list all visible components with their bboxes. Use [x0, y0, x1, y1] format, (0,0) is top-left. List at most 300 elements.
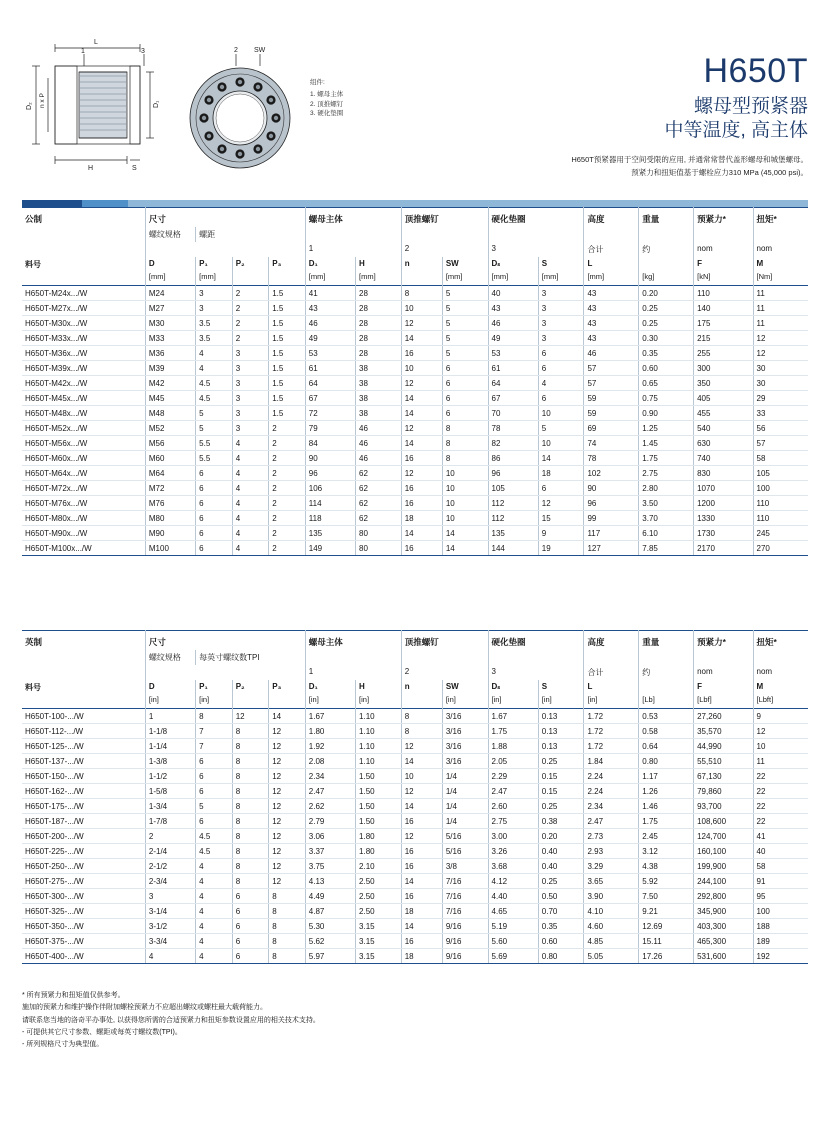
unit-L: [mm] [584, 270, 639, 286]
cell-part-number: H650T-400-.../W [22, 949, 145, 964]
table-cell: 1.26 [639, 784, 694, 799]
table-cell: 12 [401, 784, 442, 799]
table-cell: 12 [269, 799, 306, 814]
table-cell: 43 [305, 301, 355, 316]
table-cell: 3 [538, 316, 584, 331]
table-cell: 3.90 [584, 889, 639, 904]
table-cell: 12 [269, 859, 306, 874]
table-cell: 16 [401, 889, 442, 904]
symbol-M: M [753, 257, 808, 270]
table-cell: 12 [269, 739, 306, 754]
table-cell: 2.34 [584, 799, 639, 814]
cell-part-number: H650T-300-.../W [22, 889, 145, 904]
table-cell: 1.80 [305, 724, 355, 739]
cell-part-number: H650T-M39x.../W [22, 361, 145, 376]
unit-H: [in] [356, 693, 402, 709]
unit-D: [in] [145, 693, 195, 709]
table-cell: 38 [356, 376, 402, 391]
table-cell: 2 [232, 316, 269, 331]
table-cell: 10 [753, 739, 808, 754]
table-cell: 3/16 [442, 709, 488, 724]
table-row [22, 361, 808, 376]
table-cell: 8 [196, 709, 233, 724]
blank-cell [639, 650, 694, 665]
table-cell: M72 [145, 481, 195, 496]
table-cell: 1.67 [488, 709, 538, 724]
table-cell: 3 [196, 301, 233, 316]
table-cell: 10 [538, 406, 584, 421]
table-cell: 1.5 [269, 286, 306, 301]
unit-P1: [mm] [196, 270, 233, 286]
table-header-group-row [22, 631, 808, 651]
table-cell: 3/16 [442, 739, 488, 754]
table-cell: 29 [753, 391, 808, 406]
cell-part-number: H650T-162-.../W [22, 784, 145, 799]
table-cell: 1.80 [356, 844, 402, 859]
table-cell: 6 [442, 406, 488, 421]
unit-D1: [in] [305, 693, 355, 709]
table-cell: 12 [232, 709, 269, 724]
table-cell: 2.24 [584, 784, 639, 799]
table-cell: 105 [753, 466, 808, 481]
table-cell: 46 [356, 436, 402, 451]
table-cell: 12 [269, 724, 306, 739]
table-header-sub-row [22, 650, 808, 665]
table-cell: 7/16 [442, 889, 488, 904]
table-cell: 0.25 [538, 754, 584, 769]
table-cell: 188 [753, 919, 808, 934]
table-cell: 0.53 [639, 709, 694, 724]
table-cell: M48 [145, 406, 195, 421]
table-cell: 2-1/4 [145, 844, 195, 859]
table-cell: 2.50 [356, 904, 402, 919]
table-cell: 12 [401, 316, 442, 331]
table-cell: 12 [269, 754, 306, 769]
table-cell: 90 [305, 451, 355, 466]
cell-part-number: H650T-275-.../W [22, 874, 145, 889]
table-row [22, 496, 808, 511]
table-cell: 160,100 [694, 844, 753, 859]
table-cell: 41 [305, 286, 355, 301]
table-cell: 2 [269, 421, 306, 436]
table-cell: 4.87 [305, 904, 355, 919]
table-cell: 10 [401, 769, 442, 784]
legend-item-2: 2. 顶推螺钉 [310, 100, 344, 108]
table-cell: 14 [442, 541, 488, 556]
table-cell: 64 [488, 376, 538, 391]
table-cell: 4.10 [584, 904, 639, 919]
table-cell: 3.26 [488, 844, 538, 859]
cell-part-number: H650T-150-.../W [22, 769, 145, 784]
symbol-L: L [584, 680, 639, 693]
header-tpi: 每英寸螺纹数TPI [196, 650, 306, 665]
table-row [22, 301, 808, 316]
table-cell: 5 [442, 316, 488, 331]
blank-cell [488, 650, 584, 665]
page-header [22, 18, 808, 186]
table-cell: 0.65 [639, 376, 694, 391]
technical-drawings [22, 18, 343, 186]
table-cell: 3.68 [488, 859, 538, 874]
product-description-line-1: H650T预紧器用于空间受限的应用, 并通常常替代盖形螺母和城堡螺母。 [571, 154, 808, 164]
table-cell: 4 [232, 526, 269, 541]
table-cell: 3/8 [442, 859, 488, 874]
table-cell: 2-3/4 [145, 874, 195, 889]
table-cell: 22 [753, 769, 808, 784]
table-cell: 245 [753, 526, 808, 541]
table-cell: 38 [356, 361, 402, 376]
table-cell: 1.17 [639, 769, 694, 784]
table-row [22, 286, 808, 301]
table-row [22, 754, 808, 769]
table-cell: 46 [356, 421, 402, 436]
unit-L: [in] [584, 693, 639, 709]
table-cell: 300 [694, 361, 753, 376]
table-cell: 78 [488, 421, 538, 436]
table-cell: 0.25 [538, 874, 584, 889]
table-cell: 3 [232, 346, 269, 361]
table-cell: 1.5 [269, 316, 306, 331]
table-cell: 0.15 [538, 784, 584, 799]
table-cell: 43 [584, 301, 639, 316]
blank-cell [401, 227, 488, 242]
table-cell: 4.40 [488, 889, 538, 904]
cell-part-number: H650T-125-.../W [22, 739, 145, 754]
symbol-F: F [694, 257, 753, 270]
header-preload: 预紧力* [694, 631, 753, 651]
table-cell: 6 [232, 919, 269, 934]
table-cell: 6 [196, 511, 233, 526]
header-system: 公制 [25, 214, 43, 224]
table-cell: 2.50 [356, 874, 402, 889]
table-cell: 22 [753, 784, 808, 799]
table-cell: 59 [584, 391, 639, 406]
table-cell: 6 [196, 466, 233, 481]
table-cell: M52 [145, 421, 195, 436]
table-cell: 5.19 [488, 919, 538, 934]
cell-part-number: H650T-M24x.../W [22, 286, 145, 301]
table-cell: 7 [196, 739, 233, 754]
table-cell: 1/4 [442, 769, 488, 784]
table-cell: 110 [753, 511, 808, 526]
table-row [22, 769, 808, 784]
table-cell: 22 [753, 799, 808, 814]
blank-cell [22, 665, 145, 680]
table-cell: 5 [442, 286, 488, 301]
cell-part-number: H650T-M80x.../W [22, 511, 145, 526]
table-cell: 124,700 [694, 829, 753, 844]
table-cell: 5 [442, 301, 488, 316]
table-cell: 14 [401, 754, 442, 769]
cell-part-number: H650T-M30x.../W [22, 316, 145, 331]
table-cell: 4 [538, 376, 584, 391]
table-cell: 0.80 [538, 949, 584, 964]
table-row [22, 421, 808, 436]
table-row [22, 919, 808, 934]
table-cell: 135 [488, 526, 538, 541]
table-cell: 2.73 [584, 829, 639, 844]
table-cell: 61 [488, 361, 538, 376]
table-header-group-row [22, 208, 808, 228]
symbol-D: D [145, 680, 195, 693]
unit-weight: [Lb] [639, 693, 694, 709]
table-cell: 2 [269, 526, 306, 541]
table-cell: 0.58 [639, 724, 694, 739]
table-cell: 1-7/8 [145, 814, 195, 829]
table-cell: 46 [584, 346, 639, 361]
table-cell: 3 [538, 286, 584, 301]
table-cell: 99 [584, 511, 639, 526]
table-cell: 6 [442, 391, 488, 406]
table-cell: 5 [442, 346, 488, 361]
table-cell: 10 [401, 301, 442, 316]
table-cell: 16 [401, 451, 442, 466]
table-cell: 6 [196, 754, 233, 769]
table-cell: 1.88 [488, 739, 538, 754]
table-cell: 3.12 [639, 844, 694, 859]
table-cell: 28 [356, 301, 402, 316]
table-cell: 5.62 [305, 934, 355, 949]
table-cell: 10 [442, 496, 488, 511]
table-cell: 9 [753, 709, 808, 724]
table-cell: 72 [305, 406, 355, 421]
table-cell: 28 [356, 286, 402, 301]
header-hardened-washer: 硬化垫圈 [488, 208, 584, 228]
table-cell: M42 [145, 376, 195, 391]
symbol-weight [639, 680, 694, 693]
table-cell: 6 [538, 481, 584, 496]
symbol-M: M [753, 680, 808, 693]
table-row [22, 331, 808, 346]
unit-P3 [269, 270, 306, 286]
table-cell: 96 [584, 496, 639, 511]
table-cell: 1.5 [269, 361, 306, 376]
table-cell: M80 [145, 511, 195, 526]
table-cell: 1-1/2 [145, 769, 195, 784]
table-row [22, 376, 808, 391]
cell-part-number: H650T-M72x.../W [22, 481, 145, 496]
table-cell: 62 [356, 496, 402, 511]
table-cell: 9/16 [442, 919, 488, 934]
symbol-P3: P₃ [269, 680, 306, 693]
cell-part-number: H650T-M33x.../W [22, 331, 145, 346]
table-cell: 4 [196, 919, 233, 934]
table-cell: 0.80 [639, 754, 694, 769]
table-cell: 3-1/4 [145, 904, 195, 919]
symbol-P3: P₃ [269, 257, 306, 270]
table-cell: 2 [269, 511, 306, 526]
table-cell: 0.70 [538, 904, 584, 919]
table-cell: 4 [232, 436, 269, 451]
table-cell: 2.50 [356, 889, 402, 904]
table-cell: 49 [488, 331, 538, 346]
table-cell: M27 [145, 301, 195, 316]
table-row [22, 526, 808, 541]
table-cell: 9/16 [442, 949, 488, 964]
unit-P3 [269, 693, 306, 709]
symbol-P1: P₁ [196, 680, 233, 693]
table-cell: 0.15 [538, 769, 584, 784]
cell-part-number: H650T-M100x.../W [22, 541, 145, 556]
unit-M: [Nm] [753, 270, 808, 286]
svg-text:3: 3 [141, 48, 145, 55]
header-dimensions: 尺寸 [145, 208, 305, 228]
unit-S: [mm] [538, 270, 584, 286]
table-cell: 2.79 [305, 814, 355, 829]
table-cell: 540 [694, 421, 753, 436]
legend-title: 组件: [310, 79, 325, 86]
table-cell: 192 [753, 949, 808, 964]
table-row [22, 844, 808, 859]
table-cell: 12 [269, 874, 306, 889]
symbol-L: L [584, 257, 639, 270]
table-cell: 64 [305, 376, 355, 391]
blank-cell [22, 693, 145, 709]
table-cell: 80 [356, 526, 402, 541]
table-cell: 2.10 [356, 859, 402, 874]
unit-SW: [mm] [442, 270, 488, 286]
table-cell: 4 [145, 949, 195, 964]
table-cell: 1-1/8 [145, 724, 195, 739]
imperial-specification-table [22, 630, 808, 964]
table-cell: 4 [196, 949, 233, 964]
table-cell: 16 [401, 844, 442, 859]
table-cell: 3 [232, 406, 269, 421]
symbol-D1: D₁ [305, 680, 355, 693]
blank-cell [753, 650, 808, 665]
table-cell: 2 [232, 301, 269, 316]
header-hardened-washer: 硬化垫圈 [488, 631, 584, 651]
table-cell: 58 [753, 451, 808, 466]
table-cell: 2 [269, 466, 306, 481]
unit-F: [Lbf] [694, 693, 753, 709]
unit-P2 [232, 270, 269, 286]
table-cell: 16 [401, 814, 442, 829]
table-cell: 12 [753, 724, 808, 739]
table-cell: M60 [145, 451, 195, 466]
table-cell: 199,900 [694, 859, 753, 874]
unit-weight: [kg] [639, 270, 694, 286]
table-cell: 57 [584, 361, 639, 376]
table-cell: 5 [538, 421, 584, 436]
header-weight: 重量 [639, 208, 694, 228]
symbol-P2: P₂ [232, 257, 269, 270]
table-cell: 3.70 [639, 511, 694, 526]
table-cell: 3 [196, 286, 233, 301]
table-cell: 16 [401, 346, 442, 361]
table-cell: 3/16 [442, 754, 488, 769]
table-cell: 112 [488, 496, 538, 511]
blank-cell [753, 227, 808, 242]
blank-cell [145, 665, 305, 680]
cell-part-number: H650T-M42x.../W [22, 376, 145, 391]
table-cell: 215 [694, 331, 753, 346]
table-cell: 12 [269, 844, 306, 859]
table-cell: 455 [694, 406, 753, 421]
item-number-3: 3 [488, 665, 584, 680]
table-cell: 82 [488, 436, 538, 451]
table-cell: 14 [401, 919, 442, 934]
table-cell: 108,600 [694, 814, 753, 829]
table-cell: 12 [753, 331, 808, 346]
table-cell: 16 [401, 859, 442, 874]
front-view-drawing [182, 26, 300, 186]
table-cell: 12 [269, 784, 306, 799]
legend-item-3: 3. 硬化垫圈 [310, 110, 344, 118]
table-cell: 12 [538, 496, 584, 511]
table-cell: 465,300 [694, 934, 753, 949]
table-cell: 1.72 [584, 724, 639, 739]
table-row [22, 709, 808, 724]
table-cell: 1.84 [584, 754, 639, 769]
table-cell: 2.45 [639, 829, 694, 844]
table-cell: 1200 [694, 496, 753, 511]
table-cell: 8 [232, 829, 269, 844]
table-header-item-number-row [22, 242, 808, 257]
table-cell: 14 [401, 436, 442, 451]
table-cell: 43 [584, 286, 639, 301]
table-cell: 3.06 [305, 829, 355, 844]
table-cell: 5/16 [442, 844, 488, 859]
blank-cell [488, 227, 584, 242]
header-part-number: 料号 [25, 683, 41, 692]
table-cell: 8 [401, 724, 442, 739]
table-cell: 8 [269, 919, 306, 934]
table-cell: 4.13 [305, 874, 355, 889]
cell-part-number: H650T-M64x.../W [22, 466, 145, 481]
table-row [22, 784, 808, 799]
symbol-SW: SW [442, 257, 488, 270]
table-cell: 1.72 [584, 739, 639, 754]
table-cell: 4 [196, 934, 233, 949]
cell-part-number: H650T-M48x.../W [22, 406, 145, 421]
table-cell: 5.69 [488, 949, 538, 964]
symbol-D: D [145, 257, 195, 270]
table-cell: 8 [269, 904, 306, 919]
table-cell: 2.62 [305, 799, 355, 814]
header-approx: 约 [639, 242, 694, 257]
table-header-symbol-row [22, 257, 808, 270]
table-cell: 6 [196, 784, 233, 799]
table-cell: 144 [488, 541, 538, 556]
table-cell: 7.50 [639, 889, 694, 904]
table-cell: 6 [442, 376, 488, 391]
symbol-S: S [538, 257, 584, 270]
table-cell: 4.49 [305, 889, 355, 904]
table-cell: 59 [584, 406, 639, 421]
table-cell: 18 [401, 511, 442, 526]
table-cell: 6 [442, 361, 488, 376]
table-cell: 9.21 [639, 904, 694, 919]
table-cell: 8 [269, 889, 306, 904]
table-cell: 14 [401, 331, 442, 346]
cell-part-number: H650T-M36x.../W [22, 346, 145, 361]
table-cell: 1.50 [356, 799, 402, 814]
table-cell: 0.50 [538, 889, 584, 904]
cell-part-number: H650T-M52x.../W [22, 421, 145, 436]
table-cell: 2 [269, 436, 306, 451]
footnote-5: - 所列规格尺寸为典型值。 [22, 1041, 104, 1048]
table-row [22, 934, 808, 949]
table-cell: 40 [488, 286, 538, 301]
table-cell: 8 [401, 286, 442, 301]
table-cell: 96 [305, 466, 355, 481]
table-cell: 28 [356, 331, 402, 346]
table-cell: 14 [442, 526, 488, 541]
table-cell: 2 [269, 481, 306, 496]
table-cell: 3.00 [488, 829, 538, 844]
table-cell: 14 [401, 406, 442, 421]
